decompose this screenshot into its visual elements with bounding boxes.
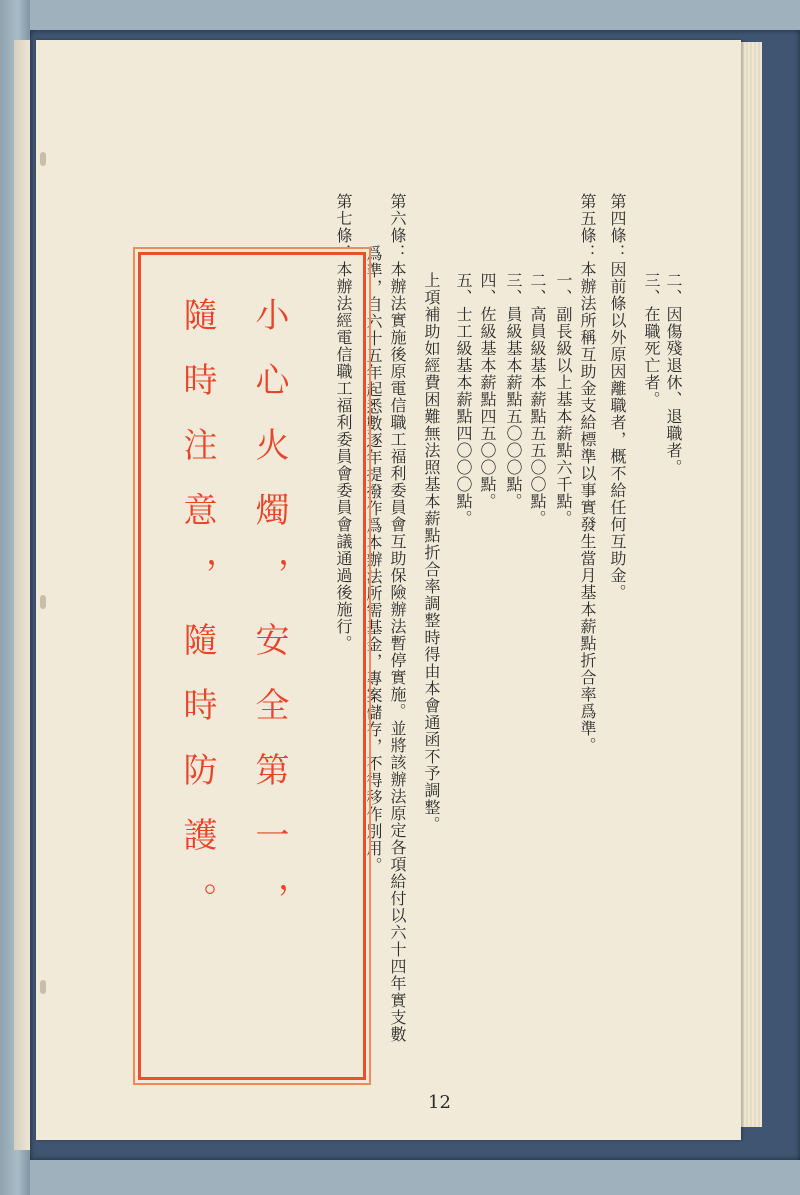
- binding-hole: [40, 595, 46, 609]
- article-line-1: 二、因傷殘退休、退職者。: [664, 272, 683, 476]
- fire-safety-slogan-frame: [138, 252, 366, 1080]
- article-7: 第七條：本辦法經電信職工福利委員會委員會議通過後施行。: [334, 193, 353, 652]
- article-6-continued: 爲準，自六十五年起悉數逐年提撥作爲本辦法所需基金，專案儲存，不得移作別用。: [364, 245, 383, 874]
- article-6: 第六條：本辦法實施後原電信職工福利委員會互助保險辦法暫停實施。並將該辦法原定各項給付以六十四年實支數: [388, 193, 407, 1043]
- article-5-item-2: 二、高員級基本薪點五五〇〇點。: [528, 272, 547, 527]
- article-5-item-1: 一、副長級以上基本薪點六千點。: [554, 272, 573, 527]
- book-page: [36, 40, 741, 1140]
- article-5-item-4: 四、佐級基本薪點四五〇〇點。: [478, 272, 497, 510]
- article-5-item-5: 五、士工級基本薪點四〇〇〇點。: [454, 272, 473, 527]
- article-line-2: 三、在職死亡者。: [642, 272, 661, 408]
- slogan-column-1: 小心火燭，安全第一，: [249, 297, 289, 947]
- page-number: 12: [428, 1092, 451, 1113]
- article-4: 第四條：因前條以外原因離職者，概不給任何互助金。: [608, 193, 627, 601]
- article-5-item-3: 三、員級基本薪點五〇〇〇點。: [504, 272, 523, 510]
- article-5: 第五條：本辦法所稱互助金支給標準以事實發生當月基本薪點折合率爲準。: [578, 193, 597, 754]
- article-5-note: 上項補助如經費困難無法照基本薪點折合率調整時得由本會通函不予調整。: [422, 272, 441, 833]
- binding-hole: [40, 980, 46, 994]
- slogan-column-2: 隨時注意，隨時防護。: [177, 297, 217, 947]
- binding-hole: [40, 152, 46, 166]
